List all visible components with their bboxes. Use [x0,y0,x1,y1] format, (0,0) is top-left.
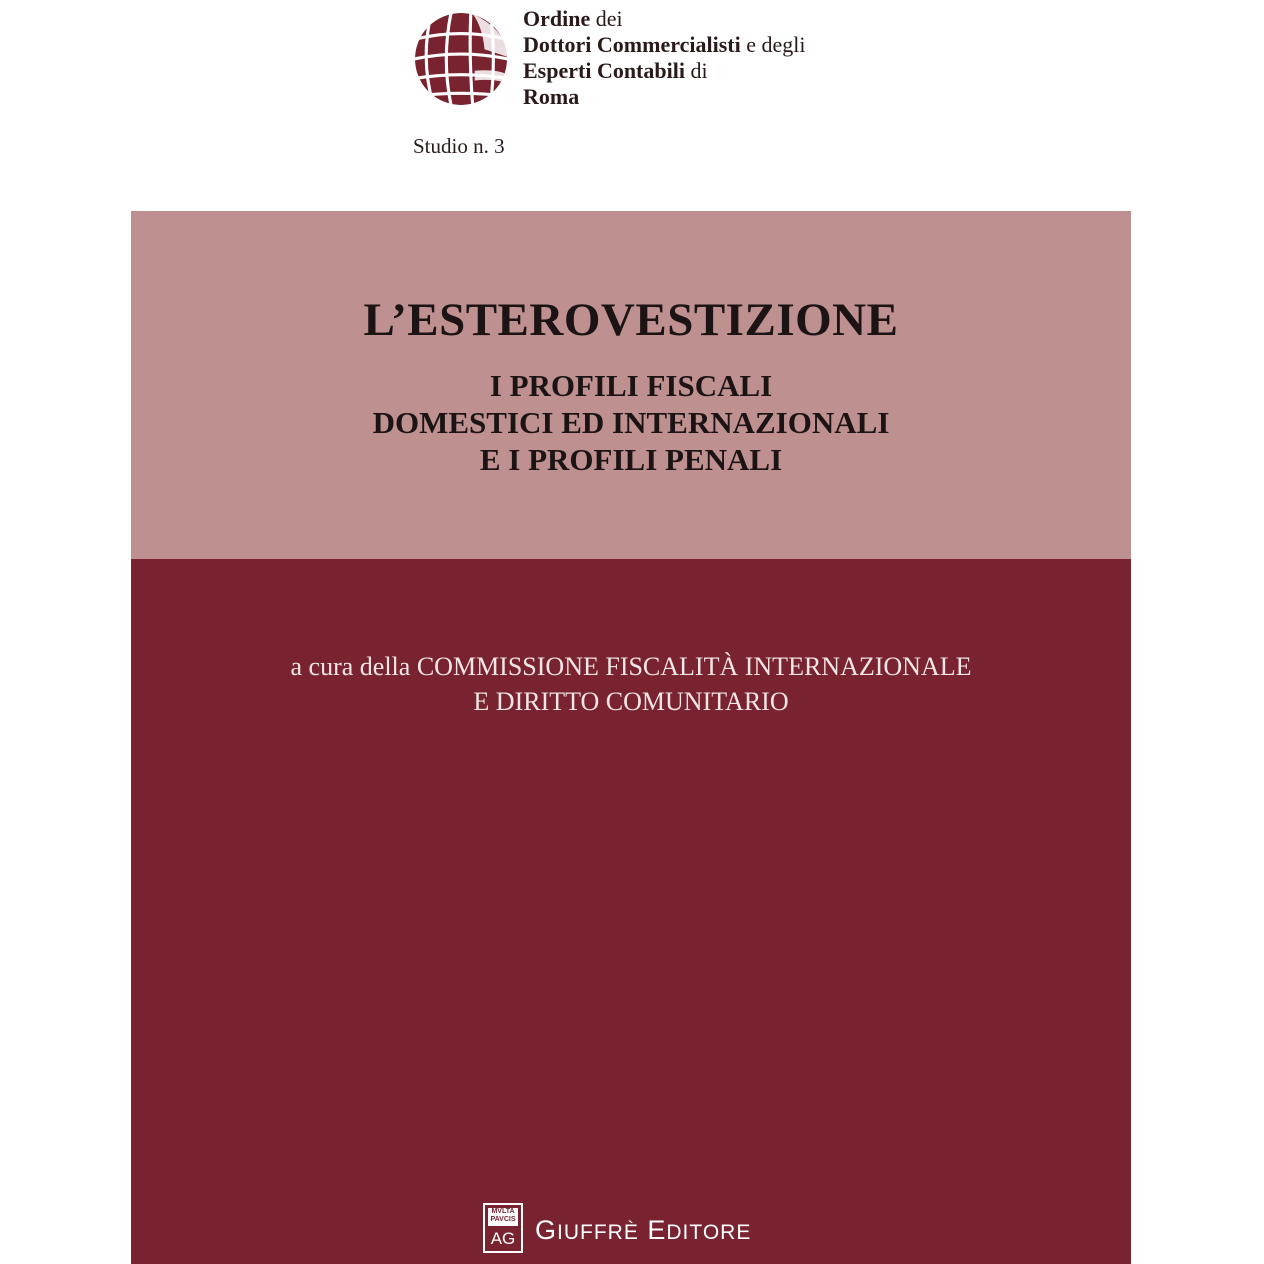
org-line3-bold: Esperti Contabili [523,58,685,83]
org-line1-bold: Ordine [523,6,591,31]
subtitle-line: I PROFILI FISCALI [489,368,773,403]
publisher-name-initial2: E [647,1215,667,1245]
title-panel [131,211,1131,559]
org-line4-bold: Roma [523,84,580,109]
editors-line1: COMMISSIONE FISCALITÀ INTERNAZIONALE [416,652,972,681]
book-subtitle [131,367,1131,478]
org-line2-rest: e degli [740,32,806,57]
publisher-name-rest: IUFFRÈ [557,1221,639,1244]
publisher-name-initial: G [535,1215,558,1245]
subtitle-line: E I PROFILI PENALI [479,442,783,477]
editors-credit [131,649,1131,719]
editors-line2: E DIRITTO COMUNITARIO [473,687,789,716]
publisher-logo-initials: AG [490,1229,516,1248]
book-title: L’ESTEROVESTIZIONE [363,294,899,346]
publisher-logo-motto: MVLTA PAVCIS [488,1208,518,1226]
editors-prefix: a cura della [290,652,417,681]
org-line3-rest: di [684,58,708,83]
publisher-name-rest2: DITORE [666,1221,752,1244]
publisher-name [535,1215,751,1246]
organization-name [523,6,805,110]
org-line2-bold: Dottori Commercialisti [523,32,741,57]
editors-panel [131,559,1131,1264]
publisher-logo-icon [483,1203,523,1253]
series-label: Studio n. 3 [413,134,505,158]
header [412,6,932,116]
globe-logo-icon [412,10,510,108]
org-line1-rest: dei [590,6,623,31]
subtitle-line: DOMESTICI ED INTERNAZIONALI [372,405,890,440]
publisher [483,1203,803,1255]
